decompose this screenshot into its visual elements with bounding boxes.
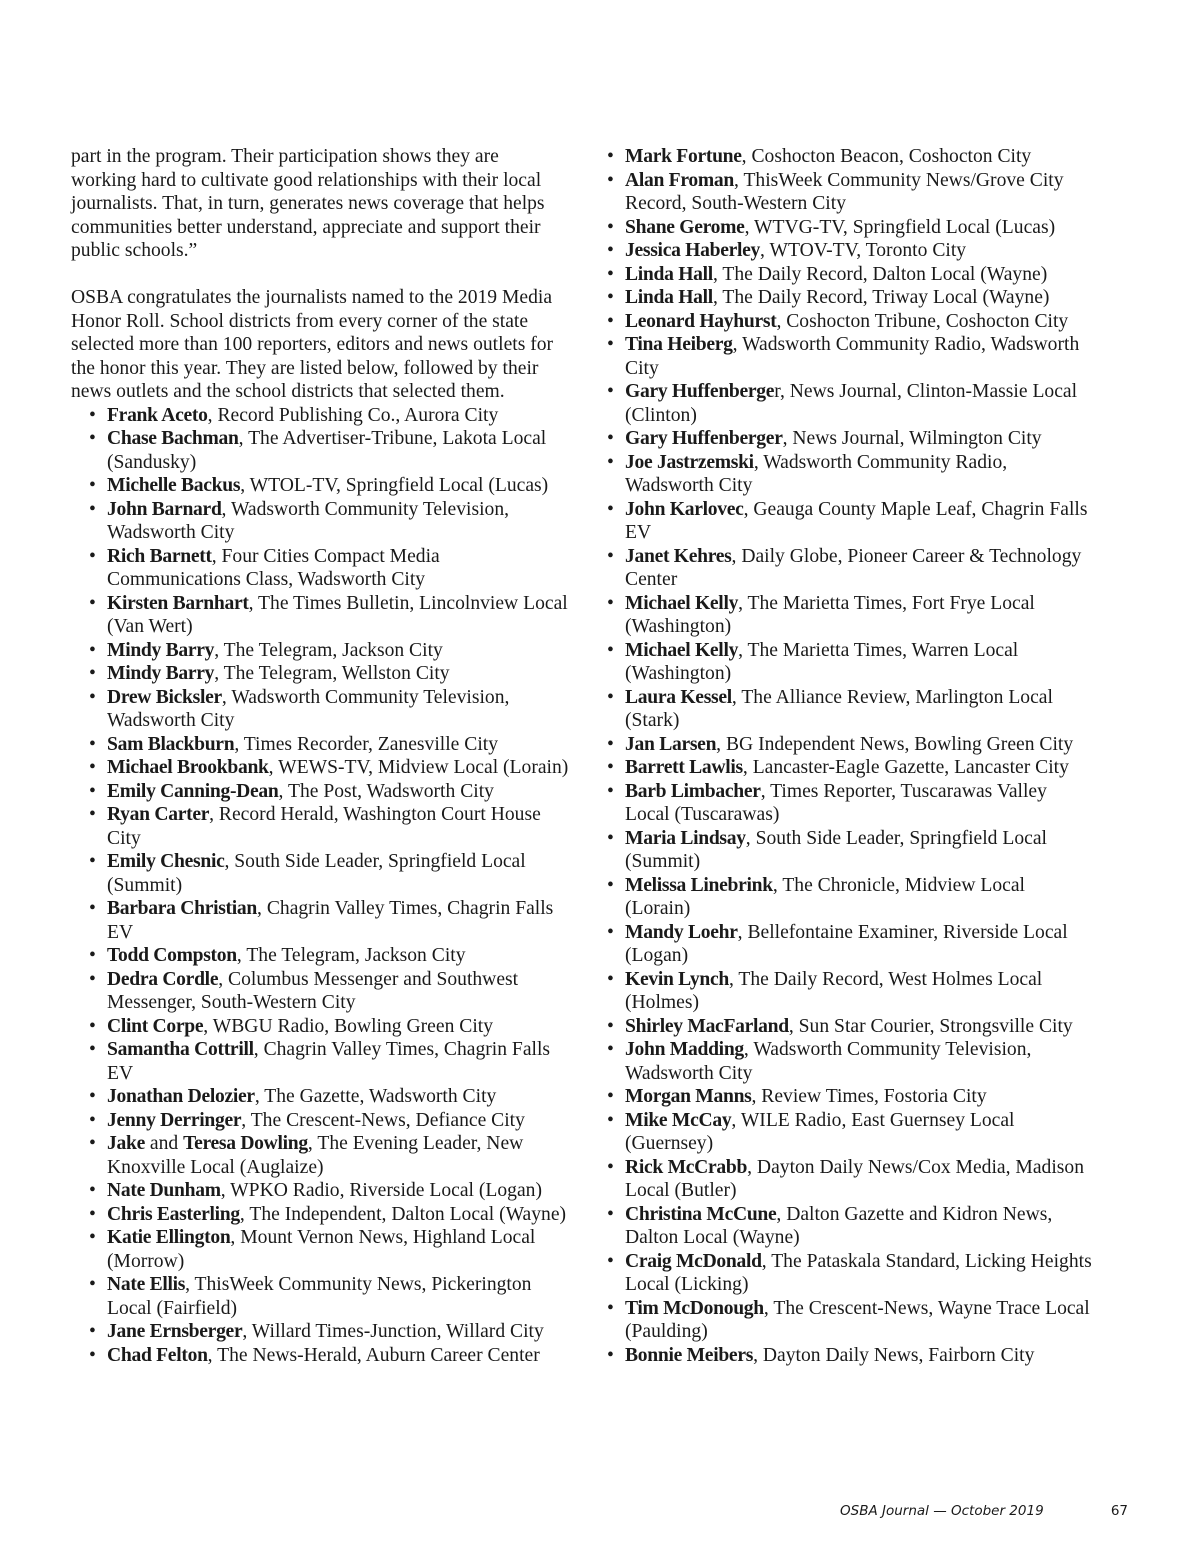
list-item [607,169,1092,216]
journalist-name: Melissa Linebrink [625,874,773,896]
journalist-name: Mindy Barry [107,639,215,661]
journalist-name: Michelle Backus [107,475,241,496]
list-item [89,686,569,733]
journalist-name: Michael Kelly [625,639,739,661]
list-item [607,1203,1092,1250]
outlet-and-district: , The Alliance Review, Marlington Local (Stark) [625,686,1053,731]
outlet-and-district: , Four Cities Compact Media Communications Class, Wadsworth City [107,545,440,590]
list-item [607,333,1092,380]
journalist-name: Nate Dunham [107,1180,221,1201]
list-item [607,239,1092,263]
outlet-and-district: , Record Herald, Washington Court House City [107,804,541,849]
journalist-name: Katie Ellington [107,1227,231,1248]
journalist-name: Kevin Lynch [625,968,729,990]
outlet-and-district: , The Crescent-News, Defiance City [241,1109,525,1131]
list-item [607,1015,1092,1039]
journalist-name: Mike McCay [625,1109,732,1131]
honor-roll-list-left [71,404,569,1368]
outlet-and-district: , WEWS-TV, Midview Local (Lorain) [268,757,569,778]
list-item [89,850,569,897]
list-item [607,380,1092,427]
journalist-name: John Barnard [107,498,222,520]
outlet-and-district: , Wadsworth Community Radio, Wadsworth City [625,334,1080,379]
journalist-name: Shane Gerome [625,216,745,238]
journalist-name: Jake [107,1133,145,1154]
list-item [89,1344,569,1368]
list-item [607,145,1092,169]
list-item [607,874,1092,921]
journalist-name: Laura Kessel [625,686,732,708]
list-item [607,263,1092,287]
outlet-and-district: , The News-Herald, Auburn Career Center [207,1344,540,1366]
list-item [607,639,1092,686]
list-item [89,1179,569,1203]
journalist-name: Emily Chesnic [107,851,225,872]
outlet-and-district: , Daily Globe, Pioneer Career & Technology Center [625,545,1082,590]
journalist-name: Jane Ernsberger [107,1321,243,1342]
list-item [607,498,1092,545]
journalist-name: Bonnie Meibers [625,1344,754,1366]
outlet-and-district: , The Crescent-News, Wayne Trace Local (Paulding) [625,1297,1090,1342]
outlet-and-district: , The Telegram, Jackson City [236,945,466,966]
list-item [607,451,1092,498]
journalist-name: Mindy Barry [107,663,215,684]
outlet-and-district: , The Post, Wadsworth City [278,780,494,802]
journalist-name: Michael Brookbank [107,757,269,778]
list-item [89,498,569,545]
outlet-and-district: , Dayton Daily News/Cox Media, Madison Local (Butler) [625,1156,1084,1201]
outlet-and-district: , The Gazette, Wadsworth City [254,1086,497,1107]
outlet-and-district: , Wadsworth Community Television, Wadsworth City [107,498,510,543]
honor-roll-list-right [607,145,1092,1367]
journalist-name: Barb Limbacher [625,780,761,802]
list-item [607,1250,1092,1297]
list-item [607,216,1092,240]
list-item [89,944,569,968]
outlet-and-district: , Wadsworth Community Television, Wadsworth City [107,686,510,731]
journalist-name: Drew Bicksler [107,686,222,708]
page-footer [840,1503,1130,1519]
list-item [89,545,569,592]
outlet-and-district: , WILE Radio, East Guernsey Local (Guernsey) [625,1109,1015,1154]
list-item [89,733,569,757]
journalist-name: Emily Canning-Dean [107,780,279,802]
list-item [89,1109,569,1133]
list-item [89,1273,569,1320]
journalist-name: Frank Aceto [107,404,208,426]
outlet-and-district: , The Daily Record, Triway Local (Wayne) [712,287,1050,308]
list-item [89,1085,569,1109]
journalist-name: Teresa Dowling [183,1133,308,1154]
outlet-and-district: , Sun Star Courier, Strongsville City [788,1015,1073,1037]
outlet-and-district: , News Journal, Wilmington City [782,428,1042,449]
journalist-name: Craig McDonald [625,1250,762,1272]
outlet-and-district: , The Evening Leader, New Knoxville Local (Auglaize) [107,1133,524,1178]
list-item [89,1226,569,1273]
outlet-and-district: , The Chronicle, Midview Local (Lorain) [625,874,1025,919]
outlet-and-district: , South Side Leader, Springfield Local (Summit) [107,851,526,896]
outlet-and-district: , Wadsworth Community Radio, Wadsworth City [625,451,1008,496]
list-item [89,404,569,428]
page-number: 67 [1110,1503,1128,1519]
list-item [607,1109,1092,1156]
list-item [607,1156,1092,1203]
journalist-name: Maria Lindsay [625,827,746,849]
outlet-and-district: , WBGU Radio, Bowling Green City [203,1015,494,1037]
journalist-name: Tim McDonough [625,1297,764,1319]
list-item [89,639,569,663]
name-connector: and [145,1133,184,1154]
journalist-name: Joe Jastrzemski [625,451,754,473]
list-item [607,968,1092,1015]
outlet-and-district: , Dayton Daily News, Fairborn City [753,1344,1035,1366]
list-item [607,545,1092,592]
list-item [607,1297,1092,1344]
list-item [89,968,569,1015]
outlet-and-district: , Times Reporter, Tuscarawas Valley Local (Tuscarawas) [625,780,1047,825]
journalist-name: Linda Hall [625,287,713,308]
outlet-and-district: , WPKO Radio, Riverside Local (Logan) [220,1180,542,1201]
outlet-and-district: , Chagrin Valley Times, Chagrin Falls EV [107,1039,551,1084]
journalist-name: Samantha Cottrill [107,1039,254,1060]
journalist-name: Shirley MacFarland [625,1015,789,1037]
journalist-name: Rich Barnett [107,545,212,567]
journalist-name: Leonard Hayhurst [625,310,777,332]
list-item [607,310,1092,334]
outlet-and-district: , Coshocton Tribune, Coshocton City [776,310,1069,332]
outlet-and-district: , The Marietta Times, Fort Frye Local (Washington) [625,592,1035,637]
journalist-name: Jenny Derringer [107,1109,242,1131]
journalist-name: Jonathan Delozier [107,1086,255,1107]
list-item [89,427,569,474]
journalist-name: Alan Froman [625,169,735,191]
list-item [607,733,1092,757]
list-item [89,897,569,944]
list-item [607,756,1092,780]
list-item [89,756,569,780]
outlet-and-district: , Columbus Messenger and Southwest Messenger, South-Western City [107,968,519,1013]
list-item [607,827,1092,874]
outlet-and-district: , Coshocton Beacon, Coshocton City [741,146,1032,167]
outlet-and-district: , Chagrin Valley Times, Chagrin Falls EV [107,898,554,943]
outlet-and-district: , The Daily Record, West Holmes Local (Holmes) [625,968,1043,1013]
journalist-name: Clint Corpe [107,1015,204,1037]
list-item [607,1085,1092,1109]
journalist-name: Rick McCrabb [625,1156,748,1178]
outlet-and-district: r, News Journal, Clinton-Massie Local (Clinton) [625,381,1078,426]
intro-paragraph-1: part in the program. Their participation shows they are working hard to cultivate good relationships with their local journalists. That, in turn, generates news coverage that helps communities better understand, appreciate and support their public schools.” [71,146,545,261]
journalist-name: Ryan Carter [107,804,210,825]
outlet-and-district: , The Advertiser-Tribune, Lakota Local (Sandusky) [107,428,547,473]
journalist-name: Barrett Lawlis [625,757,743,778]
journalist-name: Chris Easterling [107,1203,240,1225]
journalist-name: Mandy Loehr [625,921,738,943]
list-item [607,1344,1092,1368]
outlet-and-district: , The Pataskala Standard, Licking Heights Local (Licking) [625,1250,1092,1295]
list-item [89,662,569,686]
outlet-and-district: , The Times Bulletin, Lincolnview Local (Van Wert) [107,592,568,637]
outlet-and-district: , South Side Leader, Springfield Local (Summit) [625,827,1047,872]
outlet-and-district: , WTOL-TV, Springfield Local (Lucas) [240,475,549,496]
journalist-name: John Karlovec [625,498,744,520]
list-item [89,1038,569,1085]
list-item [89,1015,569,1039]
list-item [89,1203,569,1227]
list-item [607,286,1092,310]
journalist-name: Christina McCune [625,1203,777,1225]
outlet-and-district: , Record Publishing Co., Aurora City [207,404,499,426]
journalist-name: Chad Felton [107,1344,208,1366]
outlet-and-district: , WTOV-TV, Toronto City [760,240,967,261]
outlet-and-district: , BG Independent News, Bowling Green City [716,733,1074,755]
outlet-and-district: , ThisWeek Community News/Grove City Record, South-Western City [625,169,1064,214]
outlet-and-district: , Times Recorder, Zanesville City [234,733,499,755]
journalist-name: Gary Huffenberge [625,381,775,402]
list-item [607,780,1092,827]
outlet-and-district: , Geauga County Maple Leaf, Chagrin Falls EV [625,498,1088,543]
outlet-and-district: , The Marietta Times, Warren Local (Washington) [625,639,1019,684]
outlet-and-district: , The Telegram, Jackson City [214,639,443,661]
outlet-and-district: , Wadsworth Community Television, Wadsworth City [625,1039,1032,1084]
list-item [607,592,1092,639]
list-item [607,427,1092,451]
journalist-name: Todd Compston [107,945,237,966]
journalist-name: Michael Kelly [625,592,739,614]
right-column [607,145,1092,1367]
journalist-name: John Madding [625,1039,744,1060]
outlet-and-district: , Review Times, Fostoria City [751,1086,987,1107]
journalist-name: Sam Blackburn [107,733,235,755]
list-item [607,921,1092,968]
outlet-and-district: , The Telegram, Wellston City [214,663,450,684]
list-item [89,474,569,498]
intro-paragraph-2: OSBA congratulates the journalists named to the 2019 Media Honor Roll. School districts from every corner of the state selected more than 100 reporters, editors and news outlets for the honor this year. They are listed below, followed by their news outlets and the school districts that selected them. [71,287,554,402]
list-item [89,1132,569,1179]
journalist-name: Kirsten Barnhart [107,592,249,614]
list-item [89,780,569,804]
journalist-name: Janet Kehres [625,545,732,567]
list-item [607,1038,1092,1085]
journalist-name: Gary Huffenberger [625,428,783,449]
journalist-name: Jessica Haberley [625,240,761,261]
outlet-and-district: , Willard Times-Junction, Willard City [242,1321,544,1342]
outlet-and-district: , Bellefontaine Examiner, Riverside Local (Logan) [625,921,1068,966]
journal-title: OSBA Journal — October 2019 [840,1503,1044,1519]
list-item [89,803,569,850]
outlet-and-district: , WTVG-TV, Springfield Local (Lucas) [744,216,1056,238]
outlet-and-district: , Lancaster-Eagle Gazette, Lancaster City [742,757,1069,778]
journalist-name: Morgan Manns [625,1086,752,1107]
list-item [89,1320,569,1344]
left-column [71,145,569,1367]
outlet-and-district: , The Independent, Dalton Local (Wayne) [239,1203,567,1225]
journalist-name: Linda Hall [625,263,713,285]
journalist-name: Nate Ellis [107,1274,186,1295]
journalist-name: Dedra Cordle [107,968,219,990]
outlet-and-district: , The Daily Record, Dalton Local (Wayne) [712,263,1048,285]
list-item [89,592,569,639]
list-item [607,686,1092,733]
outlet-and-district: , Mount Vernon News, Highland Local (Morrow) [107,1227,536,1272]
outlet-and-district: , Dalton Gazette and Kidron News, Dalton Local (Wayne) [625,1203,1053,1248]
journalist-name: Chase Bachman [107,428,239,449]
journalist-name: Barbara Christian [107,898,258,919]
outlet-and-district: , ThisWeek Community News, Pickerington Local (Fairfield) [107,1274,532,1319]
journalist-name: Jan Larsen [625,733,717,755]
journalist-name: Mark Fortune [625,146,742,167]
journalist-name: Tina Heiberg [625,334,733,355]
